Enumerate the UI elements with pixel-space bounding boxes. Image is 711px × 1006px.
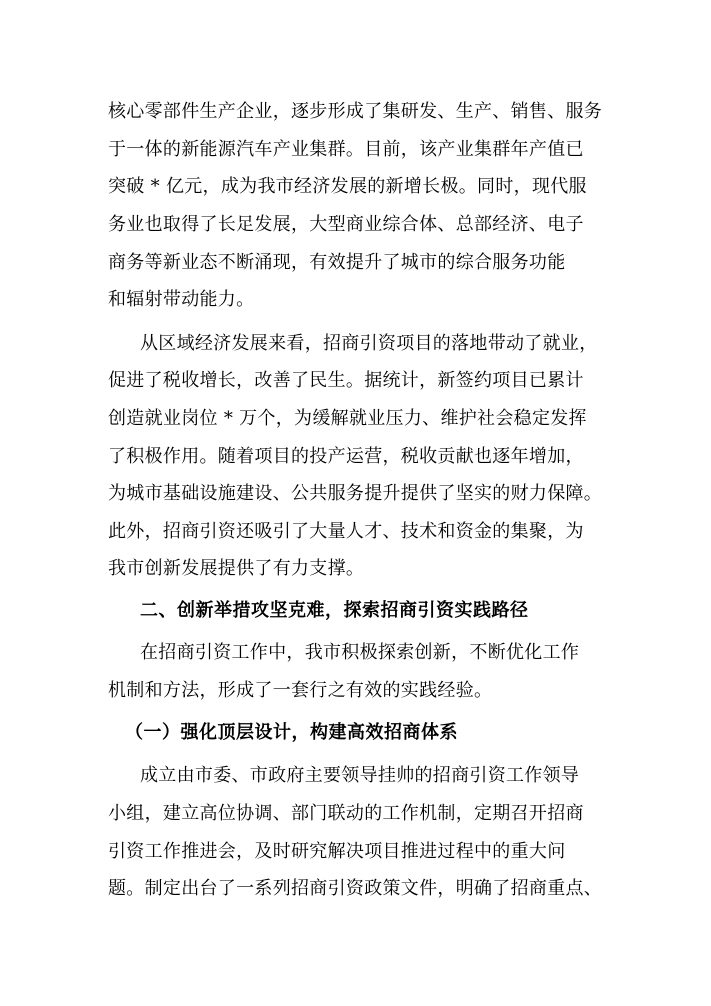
section-heading: 二、创新举措攻坚克难，探索招商引资实践路径: [140, 600, 529, 621]
body-text-line: 和辐射带动能力。: [108, 289, 255, 310]
body-text-line: 小组，建立高位协调、部门联动的工作机制，定期召开招商: [108, 803, 584, 824]
body-text-line: 突破 * 亿元，成为我市经济发展的新增长极。同时，现代服: [108, 176, 587, 197]
body-text-line: 此外，招商引资还吸引了大量人才、技术和资金的集聚，为: [108, 521, 584, 542]
body-text-line: 核心零部件生产企业，逐步形成了集研发、生产、销售、服务: [108, 101, 603, 122]
body-text-line: 于一体的新能源汽车产业集群。目前，该产业集群年产值已: [108, 139, 584, 160]
paragraph-first-line: 在招商引资工作中，我市积极探索创新，不断优化工作: [140, 642, 580, 663]
body-text-line: 商务等新业态不断涌现，有效提升了城市的综合服务功能: [108, 252, 566, 273]
paragraph-first-line: 成立由市委、市政府主要领导挂帅的招商引资工作领导: [140, 765, 580, 786]
paragraph-first-line: 从区域经济发展来看，招商引资项目的落地带动了就业，: [140, 333, 598, 354]
body-text-line: 机制和方法，形成了一套行之有效的实践经验。: [108, 680, 493, 701]
body-text-line: 我市创新发展提供了有力支撑。: [108, 558, 365, 579]
body-text-line: 引资工作推进会，及时研究解决项目推进过程中的重大问: [108, 841, 566, 862]
subsection-heading: （一）强化顶层设计，构建高效招商体系: [125, 722, 458, 743]
body-text-line: 了积极作用。随着项目的投产运营，税收贡献也逐年增加，: [108, 446, 584, 467]
body-text-line: 务业也取得了长足发展，大型商业综合体、总部经济、电子: [108, 214, 584, 235]
body-text-line: 创造就业岗位 * 万个，为缓解就业压力、维护社会稳定发挥: [108, 408, 587, 429]
body-text-line: 促进了税收增长，改善了民生。据统计，新签约项目已累计: [108, 370, 584, 391]
body-text-line: 题。制定出台了一系列招商引资政策文件，明确了招商重点、: [108, 878, 603, 899]
body-text-line: 为城市基础设施建设、公共服务提升提供了坚实的财力保障。: [108, 483, 603, 504]
